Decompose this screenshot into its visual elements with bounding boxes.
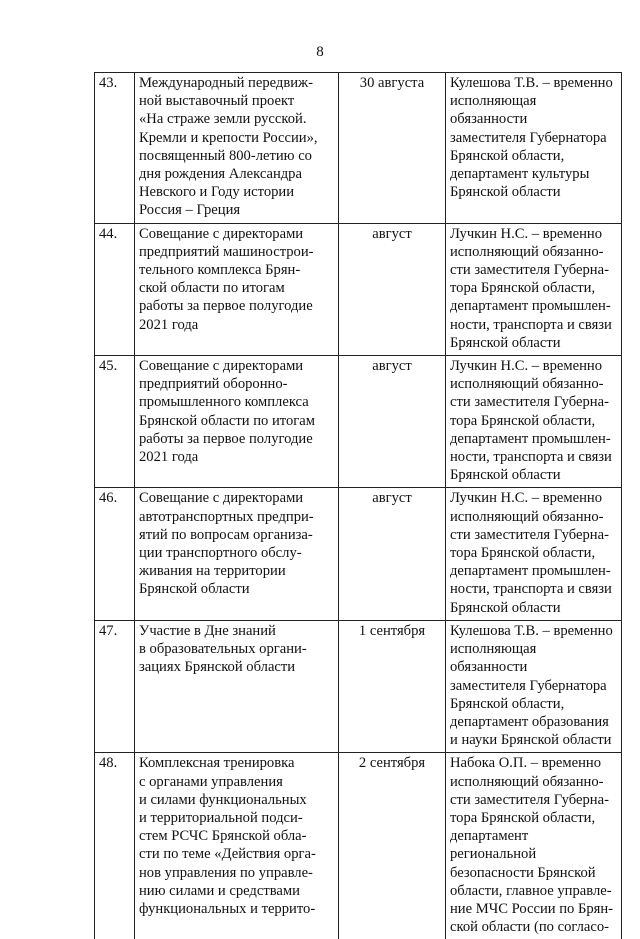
row-number: 43. xyxy=(95,73,135,224)
events-table xyxy=(94,72,622,939)
responsible-persons: Набока О.П. – временно исполняющий обязанно- сти заместителя Губерна- тора Брянской области, департамент региональной безопасности Брянской области, главное управле- ние МЧС России по Брян- ской области (по согласо- xyxy=(446,753,622,939)
event-description: Международный передвиж- ной выставочный проект «На страже земли русской. Кремли и крепости России», посвященный 800-летию со дня рождения Александра Невского и Году истории Россия – Греция xyxy=(135,73,339,224)
row-number: 46. xyxy=(95,488,135,620)
table-row xyxy=(95,223,622,355)
page-number: 8 xyxy=(316,44,324,60)
event-date: 2 сентября xyxy=(339,753,446,939)
table-row xyxy=(95,620,622,752)
event-description: Совещание с директорами автотранспортных предпри- ятий по вопросам организа- ции транспортного обслу- живания на территории Брянской области xyxy=(135,488,339,620)
table-row xyxy=(95,488,622,620)
row-number: 47. xyxy=(95,620,135,752)
table-row xyxy=(95,356,622,488)
event-date: 30 августа xyxy=(339,73,446,224)
event-description: Совещание с директорами предприятий машинострои- тельного комплекса Брян- ской области по итогам работы за первое полугодие 2021 года xyxy=(135,223,339,355)
event-date: август xyxy=(339,356,446,488)
responsible-persons: Лучкин Н.С. – временно исполняющий обязанно- сти заместителя Губерна- тора Брянской области, департамент промышлен- ности, транспорта и связи Брянской области xyxy=(446,356,622,488)
table-row xyxy=(95,73,622,224)
row-number: 45. xyxy=(95,356,135,488)
row-number: 48. xyxy=(95,753,135,939)
responsible-persons: Лучкин Н.С. – временно исполняющий обязанно- сти заместителя Губерна- тора Брянской области, департамент промышлен- ности, транспорта и связи Брянской области xyxy=(446,488,622,620)
table-row xyxy=(95,753,622,939)
event-description: Комплексная тренировка с органами управления и силами функциональных и территориальной подси- стем РСЧС Брянской обла- сти по теме «Действия орга- нов управления по управле- нию силами и средствами функциональных и террито- xyxy=(135,753,339,939)
responsible-persons: Кулешова Т.В. – временно исполняющая обязанности заместителя Губернатора Брянской области, департамент культуры Брянской области xyxy=(446,73,622,224)
event-date: август xyxy=(339,488,446,620)
responsible-persons: Лучкин Н.С. – временно исполняющий обязанно- сти заместителя Губерна- тора Брянской области, департамент промышлен- ности, транспорта и связи Брянской области xyxy=(446,223,622,355)
event-date: август xyxy=(339,223,446,355)
row-number: 44. xyxy=(95,223,135,355)
responsible-persons: Кулешова Т.В. – временно исполняющая обязанности заместителя Губернатора Брянской области, департамент образования и науки Брянской области xyxy=(446,620,622,752)
event-date: 1 сентября xyxy=(339,620,446,752)
event-description: Совещание с директорами предприятий оборонно- промышленного комплекса Брянской области по итогам работы за первое полугодие 2021 года xyxy=(135,356,339,488)
event-description: Участие в Дне знаний в образовательных органи- зациях Брянской области xyxy=(135,620,339,752)
